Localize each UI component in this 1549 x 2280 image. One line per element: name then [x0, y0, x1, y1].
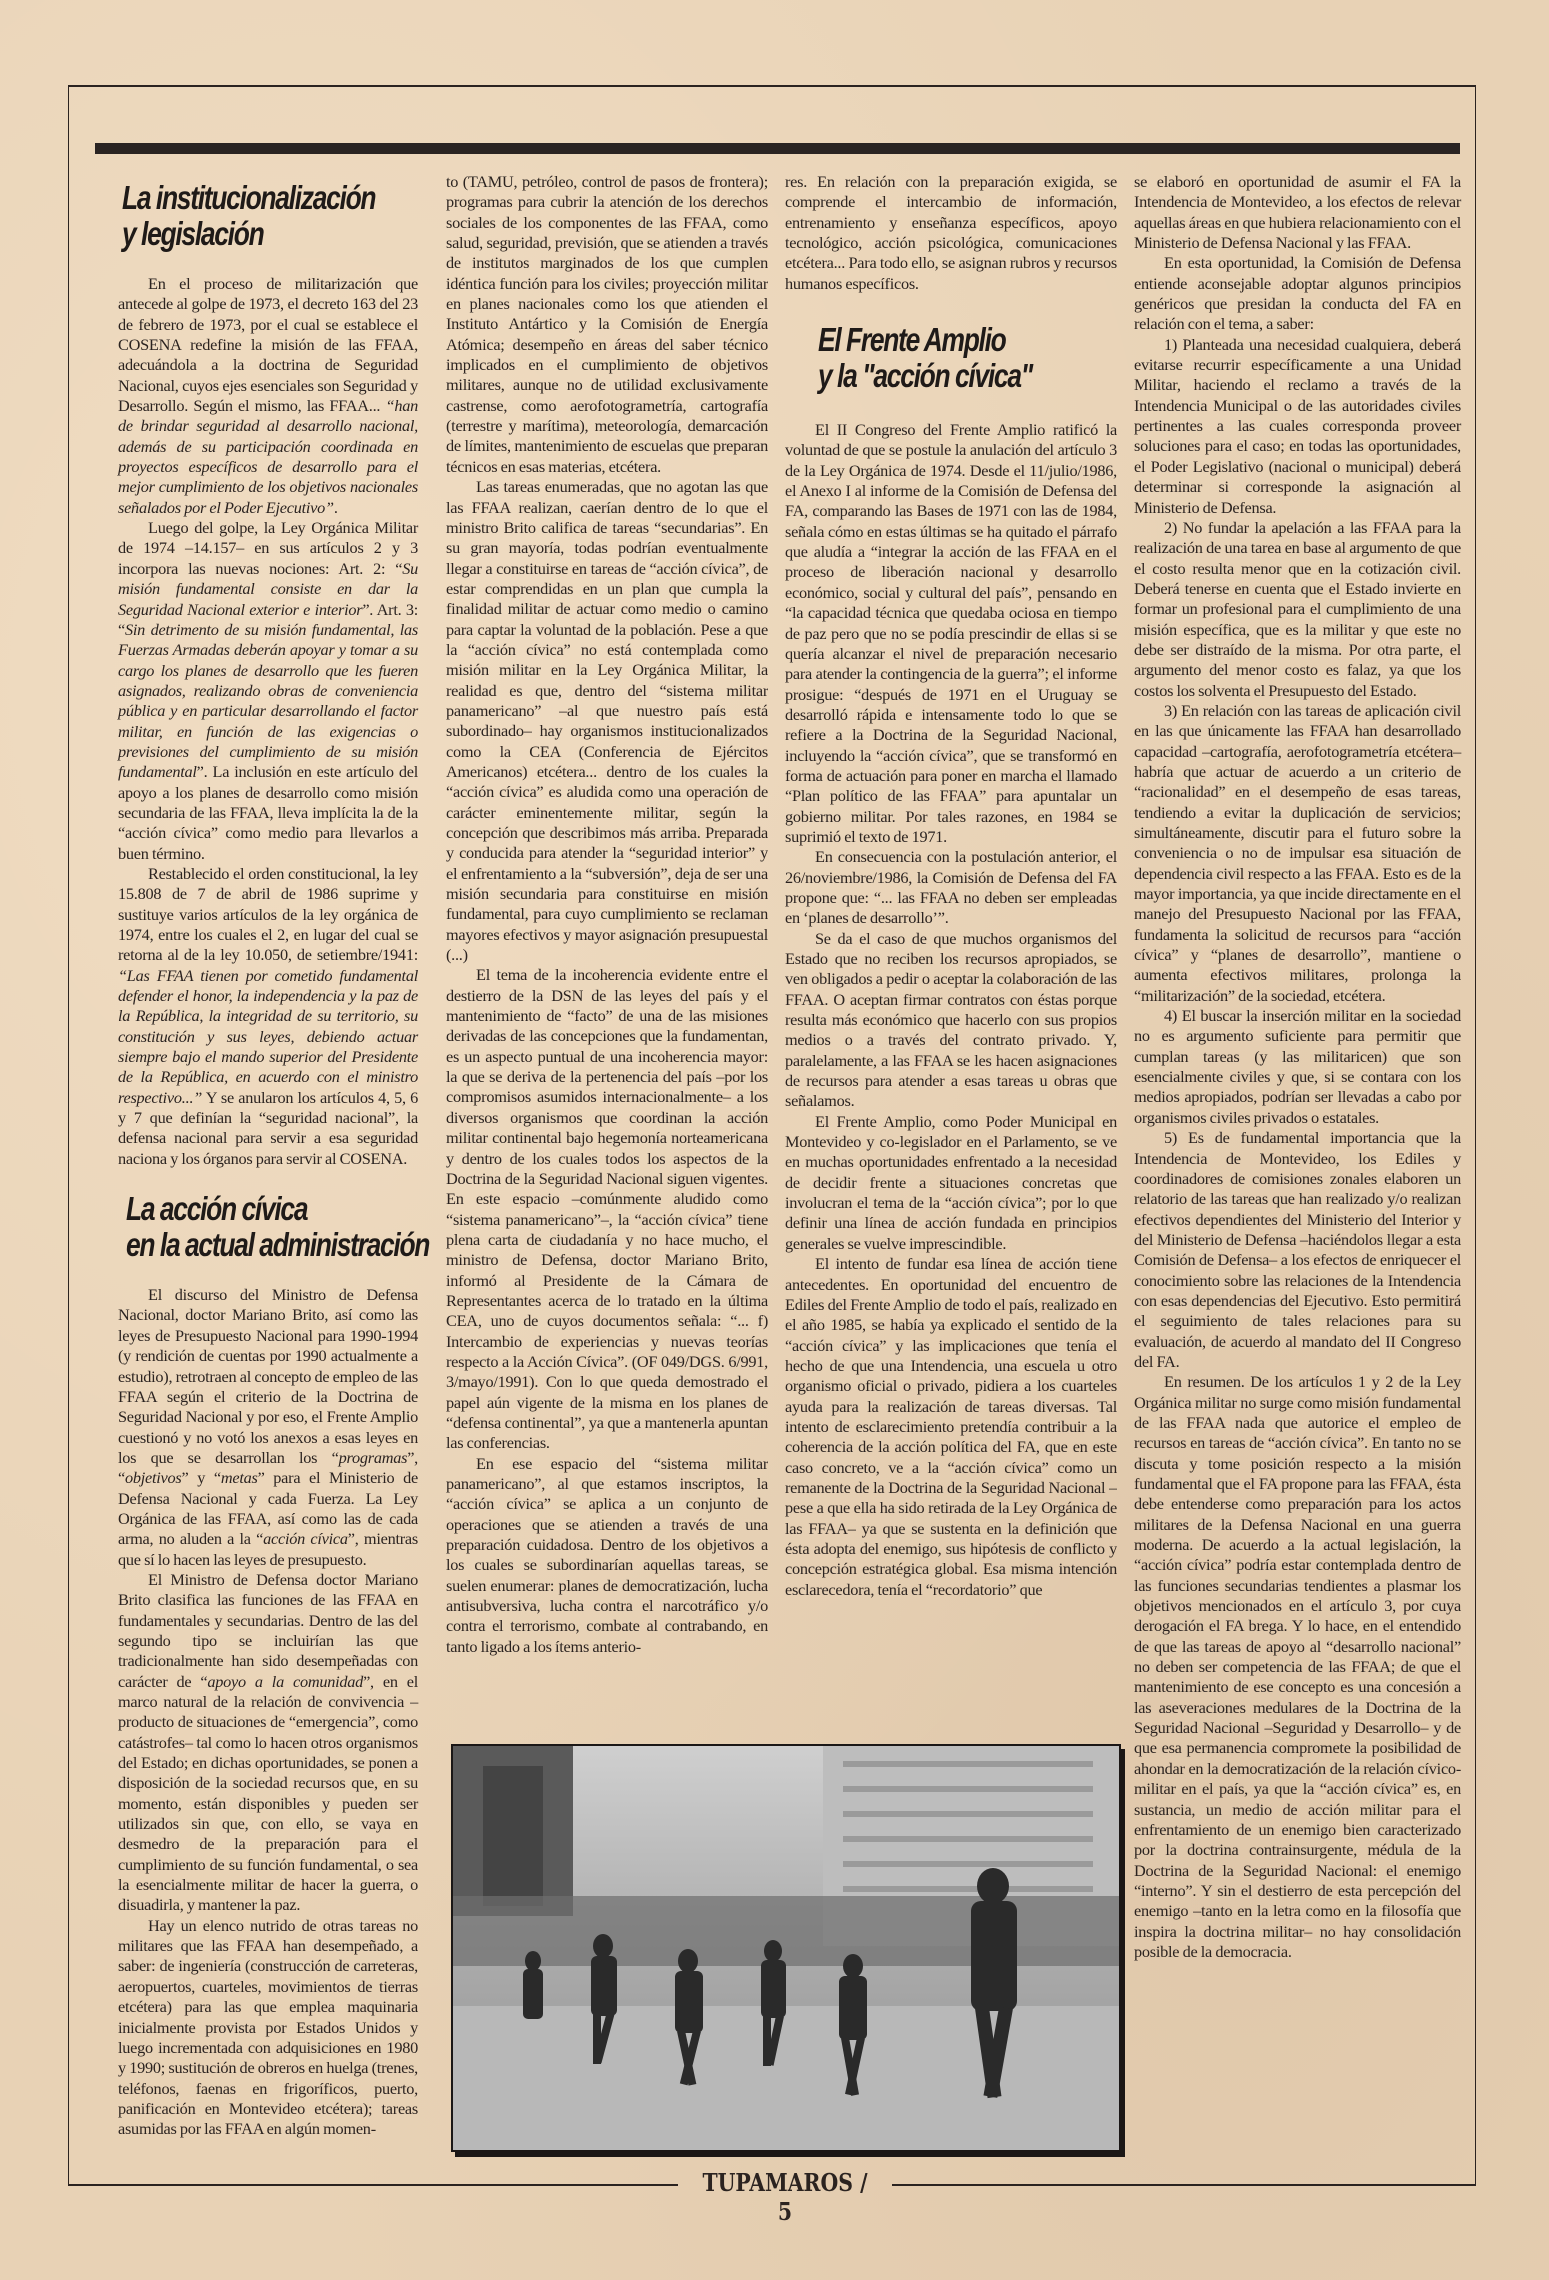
section-headline: y la "acción cívica"	[818, 357, 1032, 395]
paragraph-text: ”. Art. 3: “	[118, 599, 419, 639]
top-rule	[95, 143, 1460, 154]
paragraph-text: Las tareas enumeradas, que no agotan las que las FFAA realizan, caerían dentro de lo que el ministro Brito califica de tareas “secundarias”. En su gran mayoría, todas podrían eventualmente llegar a constituirse en tareas de “acción cívica”, de estar comprendidas en un plan que cumpla la finalidad militar de actuar como medio o camino para captar la voluntad de la población. Pese a que la “acción cívica” no está contemplada como misión militar en la Ley Orgánica Militar, la realidad es que, dentro del “sistema militar panamericano” –al que nuestro país está subordinado– hay organismos institucionalizados como la CEA (Conferencia de Ejércitos Americanos) etcétera... dentro de los cuales la “acción cívica” es aludida como una operación de carácter eminentemente militar, según la concepción que describimos más arriba. Preparada y conducida para atender la “seguridad interior” y el enfrentamiento a la “subversión”, deja de ser una misión secundaria para constituirse en misión fundamental, para cuyo cumplimiento se reclaman mayores efectivos y mayor asignación presupuestal (...)	[446, 477, 768, 965]
article-paragraph	[1134, 1006, 1461, 1128]
paragraph-text: El intento de fundar esa línea de acción tiene antecedentes. En oportunidad del encuentro de Ediles del Frente Amplio de todo el país, realizado en el año 1985, se había ya explicado el sentido de la “acción cívica” y las implicaciones que tenía el hecho de que una Intendencia, una escuela u otro organismo oficial o privado, pidiera a los cuarteles ayuda para la realización de tareas diversas. Tal intento de esclarecimiento pretendía contribuir a la coherencia de la acción política del FA, que en este caso concreto, ve a la “acción cívica” como un remanente de la Doctrina de la Seguridad Nacional –pese a que ella ha sido retirada de la Ley Orgánica de las FFAA– ya que se sustenta en la definición que ésta adopta del enemigo, sus hipótesis de conflicto y concepción estratégica global. Esa misma intención esclarecedora, tenía el “recordatorio” que	[785, 1254, 1117, 1599]
article-paragraph	[118, 1570, 418, 1916]
article-paragraph	[446, 172, 768, 477]
section-headline: La institucionalización	[122, 179, 376, 216]
article-paragraph	[785, 847, 1117, 928]
article-paragraph	[118, 274, 418, 518]
article-paragraph	[1134, 518, 1461, 701]
quoted-text: apoyo a la comunidad	[207, 1671, 364, 1691]
paragraph-text: 3) En relación con las tareas de aplicación civil en las que únicamente las FFAA han desarrollado capacidad –cartografía, aerofotogrametría etcétera– habría que actuar de acuerdo a un criterio de “racionalidad” en el desempeño de esas tareas, tendiendo a evitar la duplicación de servicios; simultáneamente, discutir para el futuro sobre la conveniencia o no de impulsar esa situación de dependencia civil respecto a las FFAA. Esto es de la mayor importancia, ya que incide directamente en el manejo del Presupuesto Nacional por las FFAA, fundamenta la solicitud de recursos para “acción cívica” y “planes de desarrollo”, mantiene o aumenta efectivos militares, prolonga la “militarización” de la sociedad, etcétera.	[1134, 700, 1461, 1005]
paragraph-text: El II Congreso del Frente Amplio ratificó la voluntad de que se postule la anulación del artículo 3 de la Ley Orgánica de 1974. Desde el 11/julio/1986, el Anexo I al informe de la Comisión de Defensa del FA, comparando las Bases de 1971 con las de 1984, señala cómo en estas últimas se ha quitado el párrafo que aludía a “integrar la acción de las FFAA en el proceso de liberación nacional y desarrollo económico, social y cultural del país”, pensando en “la capacidad técnica que quedaba ociosa en tiempo de paz pero que no se podía prescindir de ellas si se quería alcanzar el nivel de preparación necesario para atender la contingencia de la guerra”; el informe prosigue: “después de 1971 en el Uruguay se desarrolló rápida e intensamente todo lo que se refiere a la Doctrina de la Seguridad Nacional, incluyendo la “acción cívica”, que se transformó en forma de actuación para poner en marcha el llamado “Plan político de las FFAA” para apuntalar un gobierno militar. Por tales razones, en 1984 se suprimió el texto de 1971.	[785, 420, 1117, 846]
article-paragraph	[1134, 335, 1461, 518]
article-paragraph	[1134, 1372, 1461, 1962]
article-paragraph	[785, 172, 1117, 294]
publication-name: TUPAMAROS	[702, 2168, 853, 2197]
article-paragraph	[1134, 253, 1461, 334]
quoted-text: “Las FFAA tienen por cometido fundamental defender el honor, la independencia y la paz de la República, la integridad de su territorio, su constitución y sus leyes, debiendo actuar siempre bajo el mando superior del Presidente de la República, en acuerdo con el ministro respectivo...”	[118, 965, 418, 1107]
paragraph-text: ” para el Ministerio de Defensa Nacional y cada Fuerza. La Ley Orgánica de las FFAA, así como las de cada arma, no aluden a la “	[118, 1468, 418, 1549]
section-headline: El Frente Amplio	[818, 321, 1006, 359]
article-paragraph	[446, 477, 768, 965]
soldiers-marching-photo	[451, 1744, 1121, 2152]
page-number: 5	[777, 2197, 793, 2226]
quoted-text: objetivos	[124, 1468, 182, 1488]
article-paragraph	[785, 1254, 1117, 1600]
section-headline: La acción cívica	[126, 1190, 308, 1228]
article-paragraph	[446, 965, 768, 1453]
paragraph-text: El discurso del Ministro de Defensa Nacional, doctor Mariano Brito, así como las leyes de Presupuesto Nacional para 1990-1994 (y rendición de cuentas por 1990 actualmente a estudio), retrotraen al concepto de empleo de las FFAA según el criterio de la Doctrina de Seguridad Nacional y por eso, el Frente Amplio cuestionó y no votó los anexos a esas leyes en los que se desarrollan los “	[118, 1285, 418, 1467]
article-paragraph	[118, 1285, 418, 1570]
article-paragraph	[785, 1112, 1117, 1254]
paragraph-text: Luego del golpe, la Ley Orgánica Militar de 1974 –14.157– en sus artículos 2 y 3 incorpora las nuevas nociones: Art. 2: “	[118, 518, 418, 578]
article-paragraph	[446, 1454, 768, 1657]
paragraph-text: En consecuencia con la postulación anterior, el 26/noviembre/1986, la Comisión de Defensa del FA propone que: “... las FFAA no deben ser empleadas en ‘planes de desarrollo’”.	[785, 847, 1117, 928]
paragraph-text: En el proceso de militarización que antecede al golpe de 1973, el decreto 163 del 23 de febrero de 1973, por el cual se establece el COSENA redefine la misión de las FFAA, adecuándola a la doctrina de Seguridad Nacional, cuyos ejes esenciales son Seguridad y Desarrollo. Según el mismo, las FFAA...	[118, 274, 418, 416]
paragraph-text: .	[333, 497, 338, 517]
footer-separator: /	[860, 2168, 868, 2197]
article-paragraph	[118, 864, 418, 1169]
article-paragraph	[118, 518, 418, 864]
article-paragraph	[1134, 701, 1461, 1006]
paragraph-text: 2) No fundar la apelación a las FFAA para la realización de una tarea en base al argumento de que el costo resulta menor que en la cotización civil. Deberá tenerse en cuenta que el Estado invierte en formar un profesional para el cumplimiento de una misión específica, que es la militar y que este no debe ser distraído de la misma. Por otra parte, el argumento del menor costo es falaz, ya que los costos los solventa el Presupuesto del Estado.	[1134, 517, 1461, 700]
article-paragraph	[785, 420, 1117, 847]
paragraph-text: 4) El buscar la inserción militar en la sociedad no es argumento suficiente para permitir que cumplan tareas (y las militaricen) que son esencialmente civiles y que, si se contara con los medios apropiados, podrían ser llevadas a cabo por organismos civiles privados o estatales.	[1134, 1006, 1461, 1127]
paragraph-text: En ese espacio del “sistema militar panamericano”, al que estamos inscriptos, la “acción cívica” se aplica a un conjunto de operaciones que se atienden a través de una preparación cuidadosa. Dentro de los objetivos a los cuales se subordinarían aquellas tareas, se suelen enumerar: planes de democratización, lucha antisubversiva, lucha contra el narcotráfico y/o contra el terrorismo, combate al contrabando, en tanto ligado a los ítems anterio-	[446, 1453, 768, 1656]
article-paragraph	[1134, 172, 1461, 253]
article-paragraph	[1134, 1128, 1461, 1372]
quoted-text: Sin detrimento de su misión fundamental, las Fuerzas Armadas deberán apoyar y tomar a su cargo los planes de desarrollo que les fueren asignados, realizando obras de conveniencia pública y en particular desarrollando el factor militar, en función de las exigencias o previsiones del cumplimiento de su misión fundamental	[118, 619, 418, 782]
paragraph-text: El Ministro de Defensa doctor Mariano Brito clasifica las funciones de las FFAA en fundamentales y secundarias. Dentro de las del segundo tipo se incluirían las que tradicionalmente han sido desempeñadas con carácter de “	[118, 1569, 418, 1691]
page-footer	[696, 2168, 875, 2226]
section-headline: y legislación	[122, 215, 264, 252]
footer-rule-left	[68, 2184, 678, 2186]
article-column-1	[118, 172, 430, 2152]
paragraph-text: 1) Planteada una necesidad cualquiera, deberá evitarse recurrir específicamente a una Unidad Militar, haciendo el reclamo a través de la Intendencia Municipal o de las autoridades civiles pertinentes a las cuales corresponda proveer soluciones para el caso; en todas las oportunidades, el Poder Legislativo (nacional o municipal) deberá determinar si corresponde la asignación al Ministerio de Defensa.	[1134, 334, 1461, 517]
quoted-text: metas	[220, 1468, 258, 1488]
paragraph-text: El Frente Amplio, como Poder Municipal en Montevideo y co-legislador en el Parlamento, se ve en muchas oportunidades enfrentado a la necesidad de decidir frente a situaciones concretas que involucran el tema de la “acción cívica”; por lo que definir una línea de acción fundada en principios generales se vuelve imprescindible.	[785, 1111, 1117, 1253]
paragraph-text: Se da el caso de que muchos organismos del Estado que no reciben los recursos apropiados, se ven obligados a pedir o aceptar la colaboración de las FFAA. O aceptan firmar contratos con éstas porque resulta más económico que hacerlo con sus propios medios o a través del contrato privado. Y, paralelamente, a las FFAA se les hacen asignaciones de recursos para atender a esas tareas u obras que señalamos.	[785, 928, 1117, 1111]
paragraph-text: Y se anularon los artículos 4, 5, 6 y 7 que definían la “seguridad nacional”, la defensa nacional para servir a esa seguridad naciona y los órganos para servir al COSENA.	[118, 1087, 418, 1168]
paragraph-text: ”. La inclusión en este artículo del apoyo a los planes de desarrollo como misión secundaria de las FFAA, lleva implícita la de la “acción cívica” como medio para llevarlos a buen término.	[118, 762, 418, 863]
section-headline: en la actual administración	[126, 1226, 430, 1264]
paragraph-text: to (TAMU, petróleo, control de pasos de frontera); programas para cubrir la atención de los derechos sociales de los componentes de las FFAA, como salud, seguridad, previsión, que se atienden a través de institutos marginados de los que cumplen idéntica función para los civiles; proyección militar en planes nacionales como los que atienden el Instituto Antártico y la Comisión de Energía Atómica; desempeño en áreas del saber técnico implicados en el cumplimiento de objetivos militares, aunque no de utilidad exclusivamente castrense, como aerofotogrametría, cartografía (terrestre y marítima), meteorología, demarcación de límites, mantenimiento de escuelas que preparan técnicos en esas materias, etcétera.	[446, 172, 768, 476]
quoted-text: Su misión fundamental consiste en dar la Seguridad Nacional exterior e interior	[118, 558, 418, 619]
paragraph-text: se elaboró en oportunidad de asumir el FA la Intendencia de Montevideo, a los efectos de relevar aquellas áreas en que hubiera relacionamiento con el Ministerio de Defensa Nacional y las FFAA.	[1134, 172, 1461, 253]
paragraph-text: Hay un elenco nutrido de otras tareas no militares que las FFAA han desempeñado, a saber: de ingeniería (construcción de carreteras, aeropuertos, cuarteles, movimientos de tierras etcétera) para las que emplea maquinaria inicialmente provista por Estados Unidos y luego incrementada con adquisiciones en 1980 y 1990; sustitución de obreros en huelga (trenes, teléfonos, faenas en frigoríficos, puerto, panificación en Montevideo etcétera); tareas asumidas por las FFAA en algún momen-	[118, 1915, 418, 2139]
paragraph-text: El tema de la incoherencia evidente entre el destierro de la DSN de las leyes del país y el mantenimiento de “facto” de una de las misiones derivadas de las concepciones que la fundamentan, es un aspecto puntual de una incoherencia mayor: la que se deriva de la pertenencia del país –por los compromisos asumidos internacionalmente– a los diversos organismos que coordinan la acción militar continental bajo hegemonía norteamericana y dentro de los cuales todos los aspectos de la Doctrina de la Seguridad Nacional siguen vigentes. En este espacio –comúnmente aludido como “sistema panamericano”–, la “acción cívica” tiene plena carta de ciudadanía y no hace mucho, el ministro de Defensa, doctor Mariano Brito, informó al Presidente de la Cámara de Representantes acerca de lo tratado en la última CEA, uno de cuyos documentos señala: “... f) Intercambio de experiencias y nuevas teorías respecto a la Acción Cívica”. (OF 049/DGS. 6/991, 3/mayo/1991). Con lo que queda demostrado el papel aún vigente de la misma en los planes de “defensa continental”, ya que a mantenerla apuntan las conferencias.	[446, 965, 768, 1453]
quoted-text: “han de brindar seguridad al desarrollo nacional, además de su participación coordinada en proyectos específicos de desarrollo para el mejor cumplimiento de los objetivos nacionales señalados por el Poder Ejecutivo”	[118, 396, 418, 517]
article-column-3	[785, 172, 1117, 1734]
article-paragraph	[118, 1916, 418, 2140]
paragraph-text: Restablecido el orden constitucional, la ley 15.808 de 7 de abril de 1986 suprime y sustituye varios artículos de la ley orgánica de 1974, entre los cuales el 2, en lugar del cual se retorna al de la ley 10.050, de setiembre/1941:	[118, 863, 418, 965]
paragraph-text: ” y “	[181, 1468, 221, 1488]
paragraph-text: ”, “	[118, 1447, 418, 1488]
footer-rule-right	[892, 2184, 1476, 2186]
paragraph-text: res. En relación con la preparación exigida, se comprende el intercambio de información, entrenamiento y enseñanza específicos, apoyo tecnológico, acción psicológica, comunicaciones etcétera... Para todo ello, se asignan rubros y recursos humanos específicos.	[785, 172, 1117, 293]
quoted-text: acción cívica	[263, 1529, 348, 1549]
quoted-text: programas	[338, 1447, 408, 1467]
article-paragraph	[785, 929, 1117, 1112]
paragraph-text: 5) Es de fundamental importancia que la Intendencia de Montevideo, los Ediles y coordinadores de comisiones zonales elaboren un relatorio de las tareas que han realizado y/o realizan efectivos dependientes del Ministerio del Interior y del Ministerio de Defensa –haciéndolos llegar a esta Comisión de Defensa– a los efectos de enriquecer el conocimiento sobre las relaciones de la Intendencia con esas dependencias del Ejecutivo. Esto permitirá el seguimiento de tales relaciones para su evaluación, de acuerdo al mandato del II Congreso del FA.	[1134, 1128, 1461, 1371]
paragraph-text: En resumen. De los artículos 1 y 2 de la Ley Orgánica militar no surge como misión fundamental de las FFAA nada que autorice el empleo de recursos en tareas de “acción cívica”. En tanto no se discuta y tome posición respecto a la misión fundamental que el FA propone para las FFAA, ésta debe entenderse como preparación para los actos militares de la Defensa Nacional en una guerra moderna. De acuerdo a la actual legislación, la “acción cívica” podría estar contemplada dentro de las funciones secundarias tendientes a plasmar los objetivos mencionados en el artículo 3, por cuya derogación el FA brega. Y lo hace, en el entendido de que las tareas de apoyo al “desarrollo nacional” no deben ser competencia de las FFAA; de que el mantenimiento de ese concepto es una concesión a las aseveraciones medulares de la Doctrina de la Seguridad Nacional –Seguridad y Desarrollo– y de que esa permanencia compromete la posibilidad de ahondar en la democratización de la relación cívico-militar en el país, ya que la “acción cívica” es, en sustancia, un medio de acción militar para el enfrentamiento de un enemigo bien caracterizado por la doctrina contrainsurgente, médula de la Doctrina de la Seguridad Nacional: el enemigo “interno”. Y sin el destierro de esta percepción del enemigo –tanto en la letra como en la filosofía que inspira la doctrina militar– no hay consolidación posible de la democracia.	[1134, 1372, 1461, 1961]
paragraph-text: En esta oportunidad, la Comisión de Defensa entiende aconsejable adoptar algunos principios genéricos que presidan la conducta del FA en relación con el tema, a saber:	[1134, 253, 1461, 334]
article-column-2	[446, 172, 768, 1734]
paragraph-text: ”, mientras que sí lo hacen las leyes de presupuesto.	[118, 1529, 418, 1569]
paragraph-text: ”, en el marco natural de la relación de convivencia –producto de situaciones de “emergencia”, como catástrofes– tal como lo hacen otros organismos del Estado; en dichas oportunidades, se ponen a disposición de la sociedad recursos que, en su momento, están disponibles y pueden ser utilizados sin que, con ello, se vaya en desmedro de la preparación para el cumplimiento de su función fundamental, o sea la esencialmente militar de hacer la guerra, o disuadirla, y mantener la paz.	[118, 1671, 419, 1915]
article-column-4	[1134, 172, 1461, 2147]
